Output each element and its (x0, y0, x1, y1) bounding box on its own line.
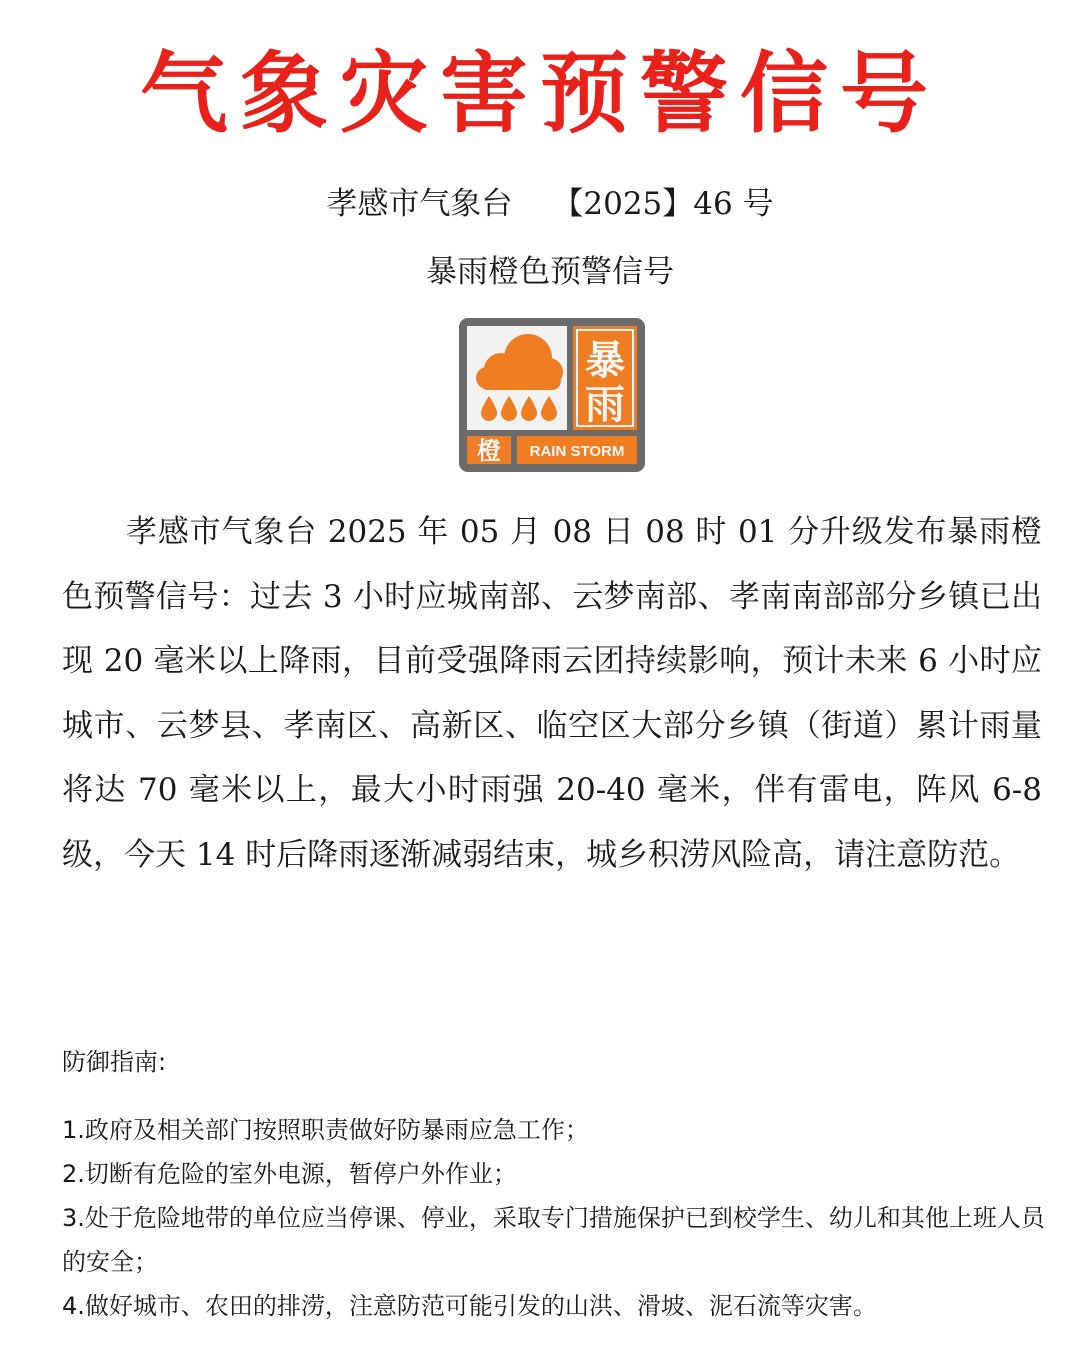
rainstorm-orange-warning-icon (457, 316, 647, 474)
icon-char-top: 暴 (585, 338, 625, 384)
guide-item: 4.做好城市、农田的排涝，注意防范可能引发的山洪、滑坡、泥石流等灾害。 (62, 1292, 877, 1320)
defense-guide (62, 1040, 1052, 1328)
guide-item: 2.切断有危险的室外电源，暂停户外作业； (62, 1160, 517, 1188)
document-title: 气象灾害预警信号 (139, 41, 940, 145)
signal-icon-svg (457, 316, 647, 474)
icon-char-bottom: 雨 (585, 382, 625, 428)
icon-level-char: 橙 (477, 437, 501, 465)
document-number: 【2025】46 号 (552, 186, 774, 222)
icon-english-label: RAIN STORM (529, 443, 625, 460)
warning-body-paragraph: 孝感市气象台 2025 年 05 月 08 日 08 时 01 分升级发布暴雨橙色预警信号：过去 3 小时应城南部、云梦南部、孝南南部部分乡镇已出现 20 毫米以上降雨，目前受强降雨云团持续影响，预计未来 6 小时应城市、云梦县、孝南区、高新区、临空区大部分乡镇（街道）累计雨量将达 70 毫米以上，最大小时雨强 20-40 毫米，伴有雷电，阵风 6-8 级，今天 14 时后降雨逐渐减弱结束，城乡积涝风险高，请注意防范。 (62, 514, 1042, 873)
issuer-line (0, 182, 1080, 226)
guide-item: 3.处于危险地带的单位应当停课、停业，采取专门措施保护已到校学生、幼儿和其他上班人员的安全； (62, 1204, 1045, 1276)
guide-item: 1.政府及相关部门按照职责做好防暴雨应急工作； (62, 1116, 589, 1144)
signal-name: 暴雨橙色预警信号 (426, 254, 674, 290)
issuer-name: 孝感市气象台 (326, 186, 513, 222)
guide-list (62, 1108, 1052, 1328)
guide-title: 防御指南: (62, 1048, 167, 1076)
